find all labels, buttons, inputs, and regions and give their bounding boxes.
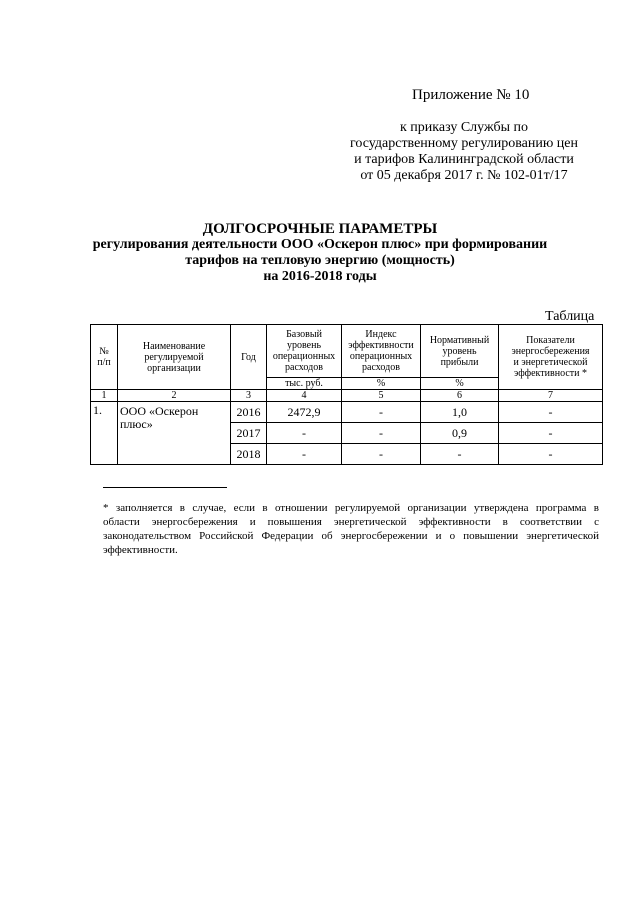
org-number: 1. — [91, 402, 118, 465]
cell-base: - — [267, 423, 342, 444]
title-line-4: на 2016-2018 годы — [263, 269, 377, 284]
header-num — [91, 325, 118, 390]
cell-profit: 1,0 — [421, 402, 499, 423]
cell-year: 2018 — [231, 444, 267, 465]
unit-profit: % — [421, 378, 499, 390]
header-name — [118, 325, 231, 390]
header-base-line: операционных — [272, 351, 336, 362]
cell-index: - — [342, 444, 421, 465]
footnote-line-4: эффективности. — [103, 544, 178, 556]
footnote-line-1: * заполняется в случае, если в отношении регулируемой организации утверждена программа в — [103, 502, 599, 514]
order-line-1: к приказу Службы по — [400, 120, 528, 135]
col-number: 7 — [499, 390, 603, 402]
header-index-line: операционных — [349, 351, 413, 362]
header-energy-line: Показатели — [526, 335, 575, 346]
header-base-line: уровень — [286, 340, 321, 351]
header-num-line: № — [99, 346, 109, 357]
header-energy-line: энергосбережения — [511, 346, 590, 357]
footnote-line-3: законодательством Российской Федерации об энергосбережении и о повышении энергетической — [103, 530, 599, 542]
cell-index: - — [342, 423, 421, 444]
header-base-line: расходов — [285, 362, 323, 373]
header-profit — [421, 325, 499, 378]
header-energy-line: и энергетической — [513, 357, 588, 368]
header-name-line: регулируемой — [144, 351, 204, 363]
unit-base: тыс. руб. — [267, 378, 342, 390]
footnote — [103, 501, 599, 557]
header-base-line: Базовый — [286, 329, 322, 340]
cell-year: 2017 — [231, 423, 267, 444]
header-name-line: Наименование — [142, 340, 206, 352]
col-number: 6 — [421, 390, 499, 402]
cell-energy: - — [499, 423, 603, 444]
table-label: Таблица — [545, 309, 595, 324]
col-number: 2 — [118, 390, 231, 402]
header-profit-line: Нормативный — [429, 334, 490, 346]
cell-base: 2472,9 — [267, 402, 342, 423]
col-number: 5 — [342, 390, 421, 402]
col-number: 1 — [91, 390, 118, 402]
col-number: 3 — [231, 390, 267, 402]
table-row — [91, 402, 603, 423]
unit-index: % — [342, 378, 421, 390]
cell-year: 2016 — [231, 402, 267, 423]
order-line-2: государственному регулированию цен — [350, 136, 578, 151]
header-num-line: п/п — [97, 357, 111, 368]
org-name: ООО «Оскерон плюс» — [118, 402, 231, 465]
header-energy — [499, 325, 603, 390]
order-line-3: и тарифов Калининградской области — [354, 152, 574, 167]
title-line-2: регулирования деятельности ООО «Оскерон плюс» при формировании — [92, 237, 548, 252]
header-year: Год — [231, 325, 267, 390]
header-index-line: Индекс — [365, 329, 397, 340]
header-index — [342, 325, 421, 378]
header-profit-line: уровень — [442, 345, 477, 357]
table-header-row — [91, 325, 603, 378]
title-line-3: тарифов на тепловую энергию (мощность) — [185, 253, 455, 268]
header-energy-line: эффективности * — [513, 368, 587, 379]
order-reference — [325, 120, 603, 184]
col-number: 4 — [267, 390, 342, 402]
cell-base: - — [267, 444, 342, 465]
table-column-numbers-row — [91, 390, 603, 402]
footnote-divider — [103, 487, 227, 488]
header-profit-line: прибыли — [440, 356, 479, 368]
cell-index: - — [342, 402, 421, 423]
cell-profit: - — [421, 444, 499, 465]
header-index-line: эффективности — [348, 340, 414, 351]
header-name-line: организации — [147, 362, 201, 374]
cell-profit: 0,9 — [421, 423, 499, 444]
order-line-4: от 05 декабря 2017 г. № 102-01т/17 — [360, 168, 568, 183]
cell-energy: - — [499, 402, 603, 423]
footnote-line-2: области энергосбережения и повышения энергетической эффективности в соответствии с — [103, 516, 599, 528]
title-line-1: ДОЛГОСРОЧНЫЕ ПАРАМЕТРЫ — [202, 221, 438, 237]
header-index-line: расходов — [362, 362, 400, 373]
parameters-table — [90, 324, 603, 465]
header-base — [267, 325, 342, 378]
appendix-number: Приложение № 10 — [412, 87, 530, 103]
document-title — [80, 221, 560, 285]
cell-energy: - — [499, 444, 603, 465]
